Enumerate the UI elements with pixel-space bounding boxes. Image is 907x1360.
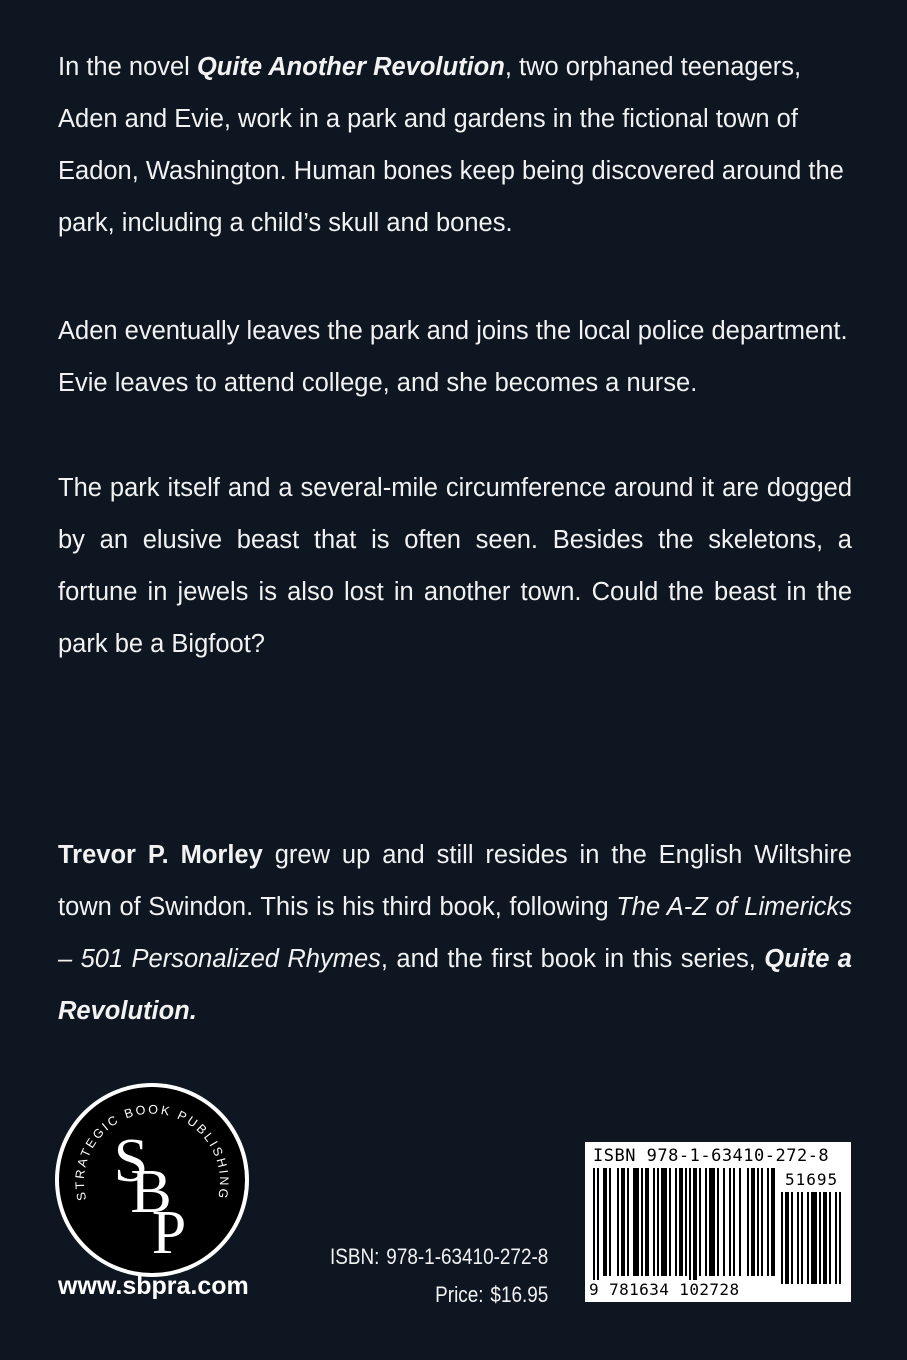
author-bio <box>58 829 852 1037</box>
barcode-bar <box>699 1168 701 1276</box>
barcode-bar <box>739 1168 741 1276</box>
price-value: $16.95 <box>490 1282 549 1307</box>
barcode-bar <box>767 1168 769 1276</box>
barcode-bar <box>757 1168 759 1276</box>
barcode-bar <box>751 1168 755 1276</box>
barcode-bar <box>621 1168 625 1276</box>
synopsis-paragraph-1 <box>58 41 852 249</box>
author-name: Trevor P. Morley <box>58 841 263 869</box>
price-line <box>330 1276 548 1314</box>
bio-text: , and the first book in this series, <box>380 945 765 973</box>
publisher-ring-text: STRATEGIC BOOK PUBLISHING <box>72 1102 232 1202</box>
barcode-bar <box>829 1192 831 1284</box>
monogram-p: P <box>151 1199 187 1267</box>
publisher-logo <box>52 1080 252 1280</box>
ean-bars <box>593 1168 775 1286</box>
previous-book-title: The A-Z of Limericks – 501 Personalized Rhymes <box>58 893 852 973</box>
addon-bars <box>781 1192 843 1286</box>
barcode-bar <box>627 1168 629 1276</box>
synopsis-paragraph-2: Aden eventually leaves the park and joins the local police department. Evie leaves to attend college, and she becomes a nurse. <box>58 317 848 397</box>
barcode-bar <box>593 1168 595 1286</box>
barcode-bar <box>791 1192 793 1284</box>
barcode-bar <box>785 1192 789 1284</box>
barcode-bar <box>693 1168 697 1286</box>
barcode-bar <box>657 1168 659 1276</box>
barcode-bar <box>819 1192 821 1284</box>
barcode-bar <box>705 1168 707 1276</box>
barcode-bar <box>761 1168 763 1276</box>
synopsis-text: , two orphaned teenagers, Aden and Evie, work in a park and gardens in the fictional town of Eadon, Washington. Human bones keep being discovered around the park, including a child’s skull and bones. <box>58 53 844 237</box>
barcode-bar <box>811 1192 817 1284</box>
barcode-bar <box>781 1192 783 1284</box>
bio-text: grew up and still resides in the English Wiltshire town of Swindon. This is his third book, following <box>58 841 852 921</box>
barcode-bar <box>641 1168 643 1276</box>
addon-digits: 51695 <box>785 1170 839 1189</box>
barcode-bar <box>689 1168 691 1286</box>
synopsis-text: In the novel <box>58 53 197 81</box>
barcode <box>585 1142 851 1302</box>
publisher-website[interactable]: www.sbpra.com <box>58 1272 249 1300</box>
barcode-bar <box>685 1168 687 1276</box>
synopsis-paragraph-3: The park itself and a several-mile circumference around it are dogged by an elusive beast that is often seen. Besides the skeletons, a fortune in jewels is also lost in another town. Could the beast in the park be a Bigfoot? <box>58 474 852 658</box>
barcode-bar <box>733 1168 735 1276</box>
barcode-bar <box>771 1168 775 1276</box>
book-title: Quite Another Revolution <box>196 53 505 81</box>
barcode-bar <box>609 1168 611 1276</box>
monogram-b: B <box>130 1158 172 1226</box>
barcode-bar <box>675 1168 677 1276</box>
price-label: Price: <box>435 1282 484 1307</box>
barcode-bar <box>709 1168 715 1276</box>
barcode-bar <box>717 1168 719 1276</box>
barcode-bar <box>633 1168 639 1276</box>
barcode-isbn-header: ISBN 978-1-63410-272-8 <box>593 1146 830 1166</box>
price-block <box>330 1238 548 1314</box>
isbn-line <box>330 1238 548 1276</box>
barcode-bar <box>747 1168 749 1276</box>
ean-digits: 9 781634 102728 <box>589 1280 740 1299</box>
isbn-value: 978-1-63410-272-8 <box>386 1244 549 1269</box>
barcode-bar <box>797 1192 799 1284</box>
barcode-bar <box>597 1168 599 1286</box>
barcode-bar <box>807 1192 809 1284</box>
barcode-bar <box>801 1192 803 1284</box>
barcode-bar <box>603 1168 607 1276</box>
barcode-bar <box>729 1168 731 1276</box>
barcode-bar <box>823 1192 827 1284</box>
barcode-bar <box>835 1192 837 1284</box>
barcode-bar <box>617 1168 619 1276</box>
barcode-bar <box>669 1168 671 1276</box>
series-first-book-title: Quite a Revolution. <box>58 945 852 1025</box>
barcode-bar <box>839 1192 841 1284</box>
barcode-bar <box>723 1168 725 1276</box>
barcode-bar <box>645 1168 649 1276</box>
barcode-bar <box>653 1168 655 1276</box>
isbn-label: ISBN: <box>330 1244 380 1269</box>
barcode-bar <box>679 1168 683 1276</box>
barcode-bar <box>661 1168 667 1276</box>
monogram-s: S <box>113 1127 149 1195</box>
